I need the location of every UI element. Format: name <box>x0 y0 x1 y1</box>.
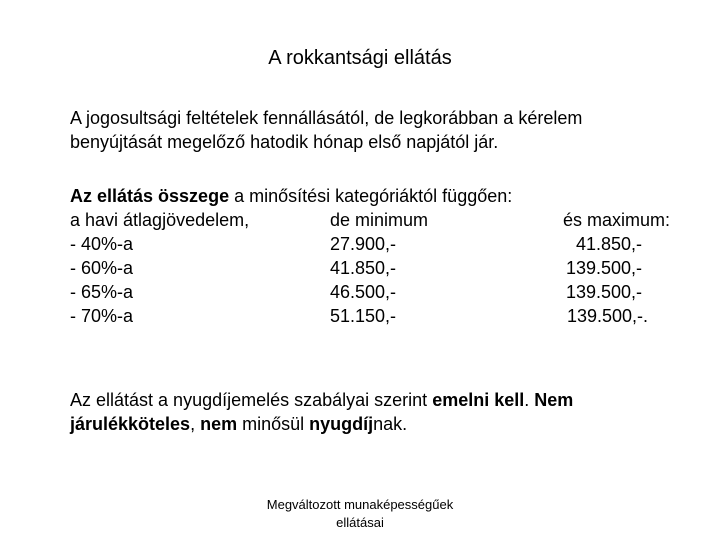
column-header-maximum: és maximum: <box>562 210 670 230</box>
closing-bold: nem <box>200 414 238 434</box>
closing-text: . <box>524 390 535 410</box>
amount-table-row <box>70 280 670 304</box>
row-minimum: 51.150,- <box>330 306 397 326</box>
closing-bold: Nem járulékköteles <box>70 390 574 434</box>
page-title: A rokkantsági ellátás <box>268 47 452 69</box>
amount-heading <box>70 184 670 208</box>
row-minimum: 27.900,- <box>330 234 397 254</box>
footer-line-2: ellátásai <box>336 515 384 530</box>
amount-table-row <box>70 232 670 256</box>
amount-table-header <box>70 208 670 232</box>
amount-heading-bold: Az ellátás összege <box>70 186 230 206</box>
closing-text: minősül <box>237 414 310 434</box>
footer-line-1: Megváltozott munaképességűek <box>266 497 454 512</box>
closing-text: , <box>190 414 201 434</box>
closing-text: Az ellátást a nyugdíjemelés szabályai szerint <box>70 390 433 410</box>
closing-bold: emelni kell <box>432 390 525 410</box>
row-maximum: 41.850,- <box>575 234 642 254</box>
amount-heading-rest: a minősítési kategóriáktól függően: <box>229 186 513 206</box>
row-percentage: - 60%-a <box>70 258 134 278</box>
row-maximum: 139.500,-. <box>566 306 648 326</box>
closing-text: nak. <box>373 414 408 434</box>
amount-table-row <box>70 304 670 328</box>
intro-paragraph: A jogosultsági feltételek fennállásától, de legkorábban a kérelem benyújtását megelőző hatodik hónap első napjától jár. <box>70 108 583 152</box>
amount-table-row <box>70 256 670 280</box>
row-maximum: 139.500,- <box>565 282 642 302</box>
row-maximum: 139.500,- <box>565 258 642 278</box>
row-minimum: 46.500,- <box>330 282 397 302</box>
slide-footer <box>0 496 720 532</box>
column-header-income: a havi átlagjövedelem, <box>70 210 250 230</box>
closing-paragraph <box>70 388 670 436</box>
row-minimum: 41.850,- <box>330 258 397 278</box>
closing-bold: nyugdíj <box>309 414 374 434</box>
row-percentage: - 65%-a <box>70 282 134 302</box>
column-header-minimum: de minimum <box>330 210 429 230</box>
row-percentage: - 70%-a <box>70 306 134 326</box>
row-percentage: - 40%-a <box>70 234 134 254</box>
